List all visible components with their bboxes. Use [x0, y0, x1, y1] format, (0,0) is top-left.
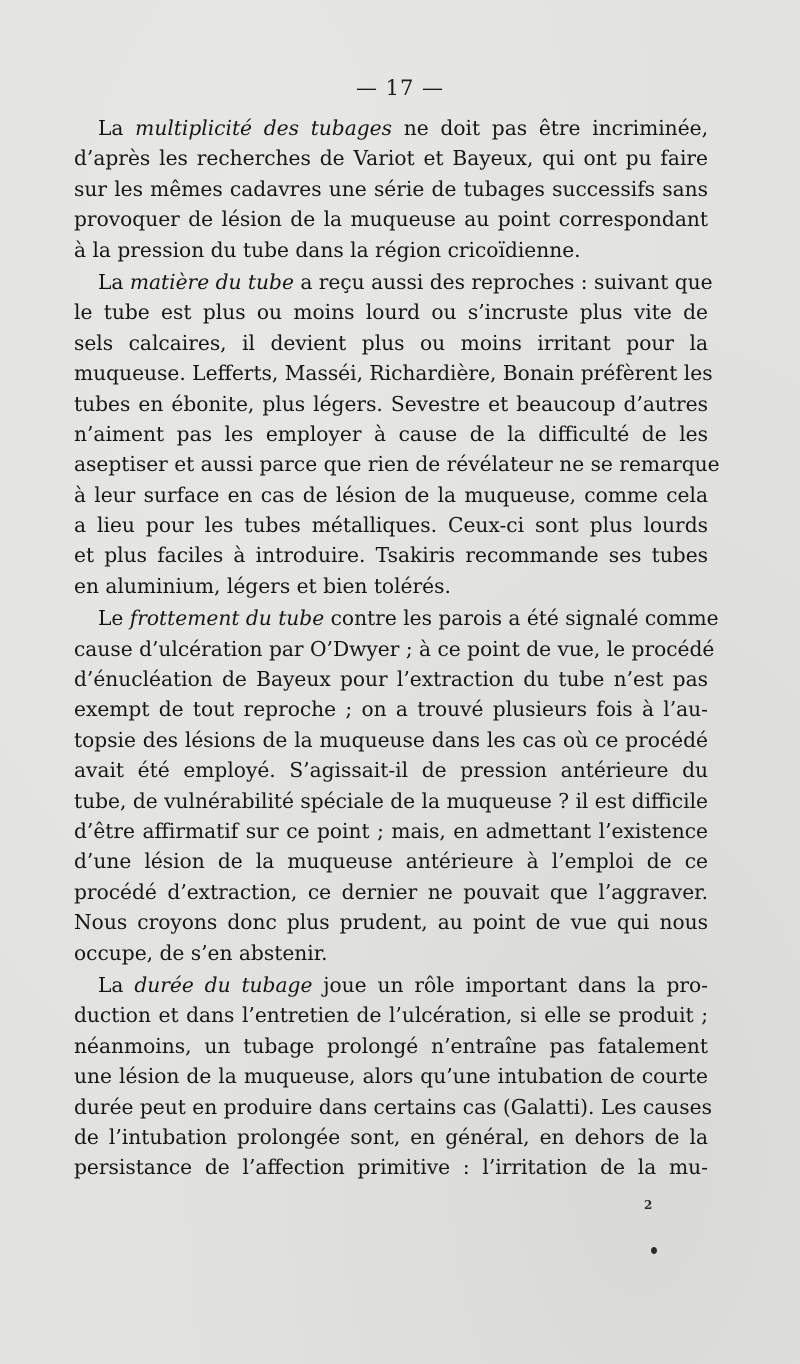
text-run: exempt de tout reproche ; on a trouvé plusieurs fois à l’au-	[74, 697, 708, 722]
text-line	[74, 755, 708, 785]
text-run: contre les parois a été signalé comme	[324, 606, 719, 631]
italic-term: matière du tube	[129, 269, 294, 294]
text-line	[74, 1061, 708, 1091]
text-line	[74, 786, 708, 816]
text-run: et plus faciles à introduire. Tsakiris recommande ses tubes	[74, 543, 708, 568]
text-run: une lésion de la muqueuse, alors qu’une intubation de courte	[74, 1064, 708, 1089]
text-line	[74, 907, 708, 937]
text-line	[74, 664, 708, 694]
text-line	[74, 725, 708, 755]
text-run: d’une lésion de la muqueuse antérieure à l’emploi de ce	[74, 849, 708, 874]
text-run: Nous croyons donc plus prudent, au point de vue qui nous	[74, 910, 708, 935]
text-line	[74, 634, 715, 664]
text-line	[74, 938, 708, 968]
ink-speck	[651, 1247, 657, 1254]
text-run: avait été employé. S’agissait-il de pression antérieure du	[74, 758, 708, 783]
text-line	[74, 1031, 708, 1061]
text-run: duction et dans l’entretien de l’ulcération, si elle se produit ;	[74, 1003, 708, 1028]
text-run: a reçu aussi des reproches : suivant que	[293, 269, 713, 294]
text-run: en aluminium, légers et bien tolérés.	[74, 573, 451, 598]
text-line	[74, 267, 713, 297]
text-run: sur les mêmes cadavres une série de tubages successifs sans	[74, 176, 708, 201]
text-line	[74, 358, 713, 388]
text-run: d’être affirmatif sur ce point ; mais, en admettant l’existence	[74, 818, 708, 843]
text-run: a lieu pour les tubes métalliques. Ceux-ci sont plus lourds	[74, 513, 708, 538]
text-line	[74, 970, 708, 1000]
text-run: à la pression du tube dans la région cricoïdienne.	[74, 237, 581, 262]
text-run: muqueuse. Lefferts, Masséi, Richardière, Bonain préfèrent les	[74, 361, 713, 386]
text-line	[74, 419, 708, 449]
text-line	[74, 480, 708, 510]
text-line	[74, 1122, 708, 1152]
text-line	[74, 235, 708, 265]
text-line	[74, 603, 719, 633]
text-line	[74, 113, 708, 143]
paragraph	[74, 267, 720, 601]
text-run: La	[98, 972, 135, 997]
text-run: cause d’ulcération par O’Dwyer ; à ce point de vue, le procédé	[74, 636, 715, 661]
text-run: n’aiment pas les employer à cause de la difficulté de les	[74, 421, 708, 446]
text-run: joue un rôle important dans la pro-	[312, 972, 708, 997]
text-run: Le	[98, 606, 130, 631]
text-run: La	[98, 269, 130, 294]
text-run: de l’intubation prolongée sont, en général, en dehors de la	[74, 1124, 708, 1149]
text-line	[74, 540, 708, 570]
page-number: — 17 —	[355, 76, 445, 100]
text-run: ne doit pas être incriminée,	[392, 116, 708, 140]
text-run: sels calcaires, il devient plus ou moins irritant pour la	[74, 330, 708, 355]
text-line	[74, 510, 708, 540]
text-line	[74, 328, 708, 358]
text-line	[74, 571, 708, 601]
text-line	[74, 816, 708, 846]
text-run: le tube est plus ou moins lourd ou s’incruste plus vite de	[74, 300, 708, 325]
text-line	[74, 143, 708, 173]
text-run: d’énucléation de Bayeux pour l’extraction du tube n’est pas	[74, 667, 708, 692]
text-run: provoquer de lésion de la muqueuse au point correspondant	[74, 207, 708, 232]
body-text	[74, 113, 720, 1183]
text-run: néanmoins, un tubage prolongé n’entraîne pas fatalement	[74, 1033, 708, 1058]
paragraph	[74, 603, 719, 968]
paragraph	[74, 970, 712, 1183]
text-line	[74, 1152, 708, 1182]
text-line	[74, 877, 708, 907]
text-run: tubes en ébonite, plus légers. Sevestre et beaucoup d’autres	[74, 391, 708, 416]
signature-mark: 2	[644, 1198, 653, 1212]
text-line	[74, 174, 708, 204]
italic-term: durée du tubage	[134, 972, 313, 997]
text-run: aseptiser et aussi parce que rien de révélateur ne se remarque	[74, 452, 720, 477]
text-line	[74, 204, 708, 234]
text-line	[74, 846, 708, 876]
text-run: occupe, de s’en abstenir.	[74, 940, 328, 965]
italic-term: multiplicité des tubages	[135, 116, 392, 140]
text-line	[74, 449, 720, 479]
text-line	[74, 297, 708, 327]
text-line	[74, 1092, 712, 1122]
text-run: d’après les recherches de Variot et Bayeux, qui ont pu faire	[74, 146, 708, 171]
italic-term: frottement du tube	[129, 606, 325, 631]
text-run: persistance de l’affection primitive : l’irritation de la mu-	[74, 1155, 708, 1180]
text-run: à leur surface en cas de lésion de la muqueuse, comme cela	[74, 482, 708, 507]
text-run: La	[98, 116, 136, 140]
paragraph	[74, 113, 708, 265]
text-line	[74, 1000, 708, 1030]
text-run: procédé d’extraction, ce dernier ne pouvait que l’aggraver.	[74, 879, 708, 904]
text-run: topsie des lésions de la muqueuse dans les cas où ce procédé	[74, 727, 708, 752]
text-run: durée peut en produire dans certains cas (Galatti). Les causes	[74, 1094, 712, 1119]
text-line	[74, 694, 708, 724]
text-line	[74, 389, 708, 419]
text-run: tube, de vulnérabilité spéciale de la muqueuse ? il est difficile	[74, 788, 708, 813]
